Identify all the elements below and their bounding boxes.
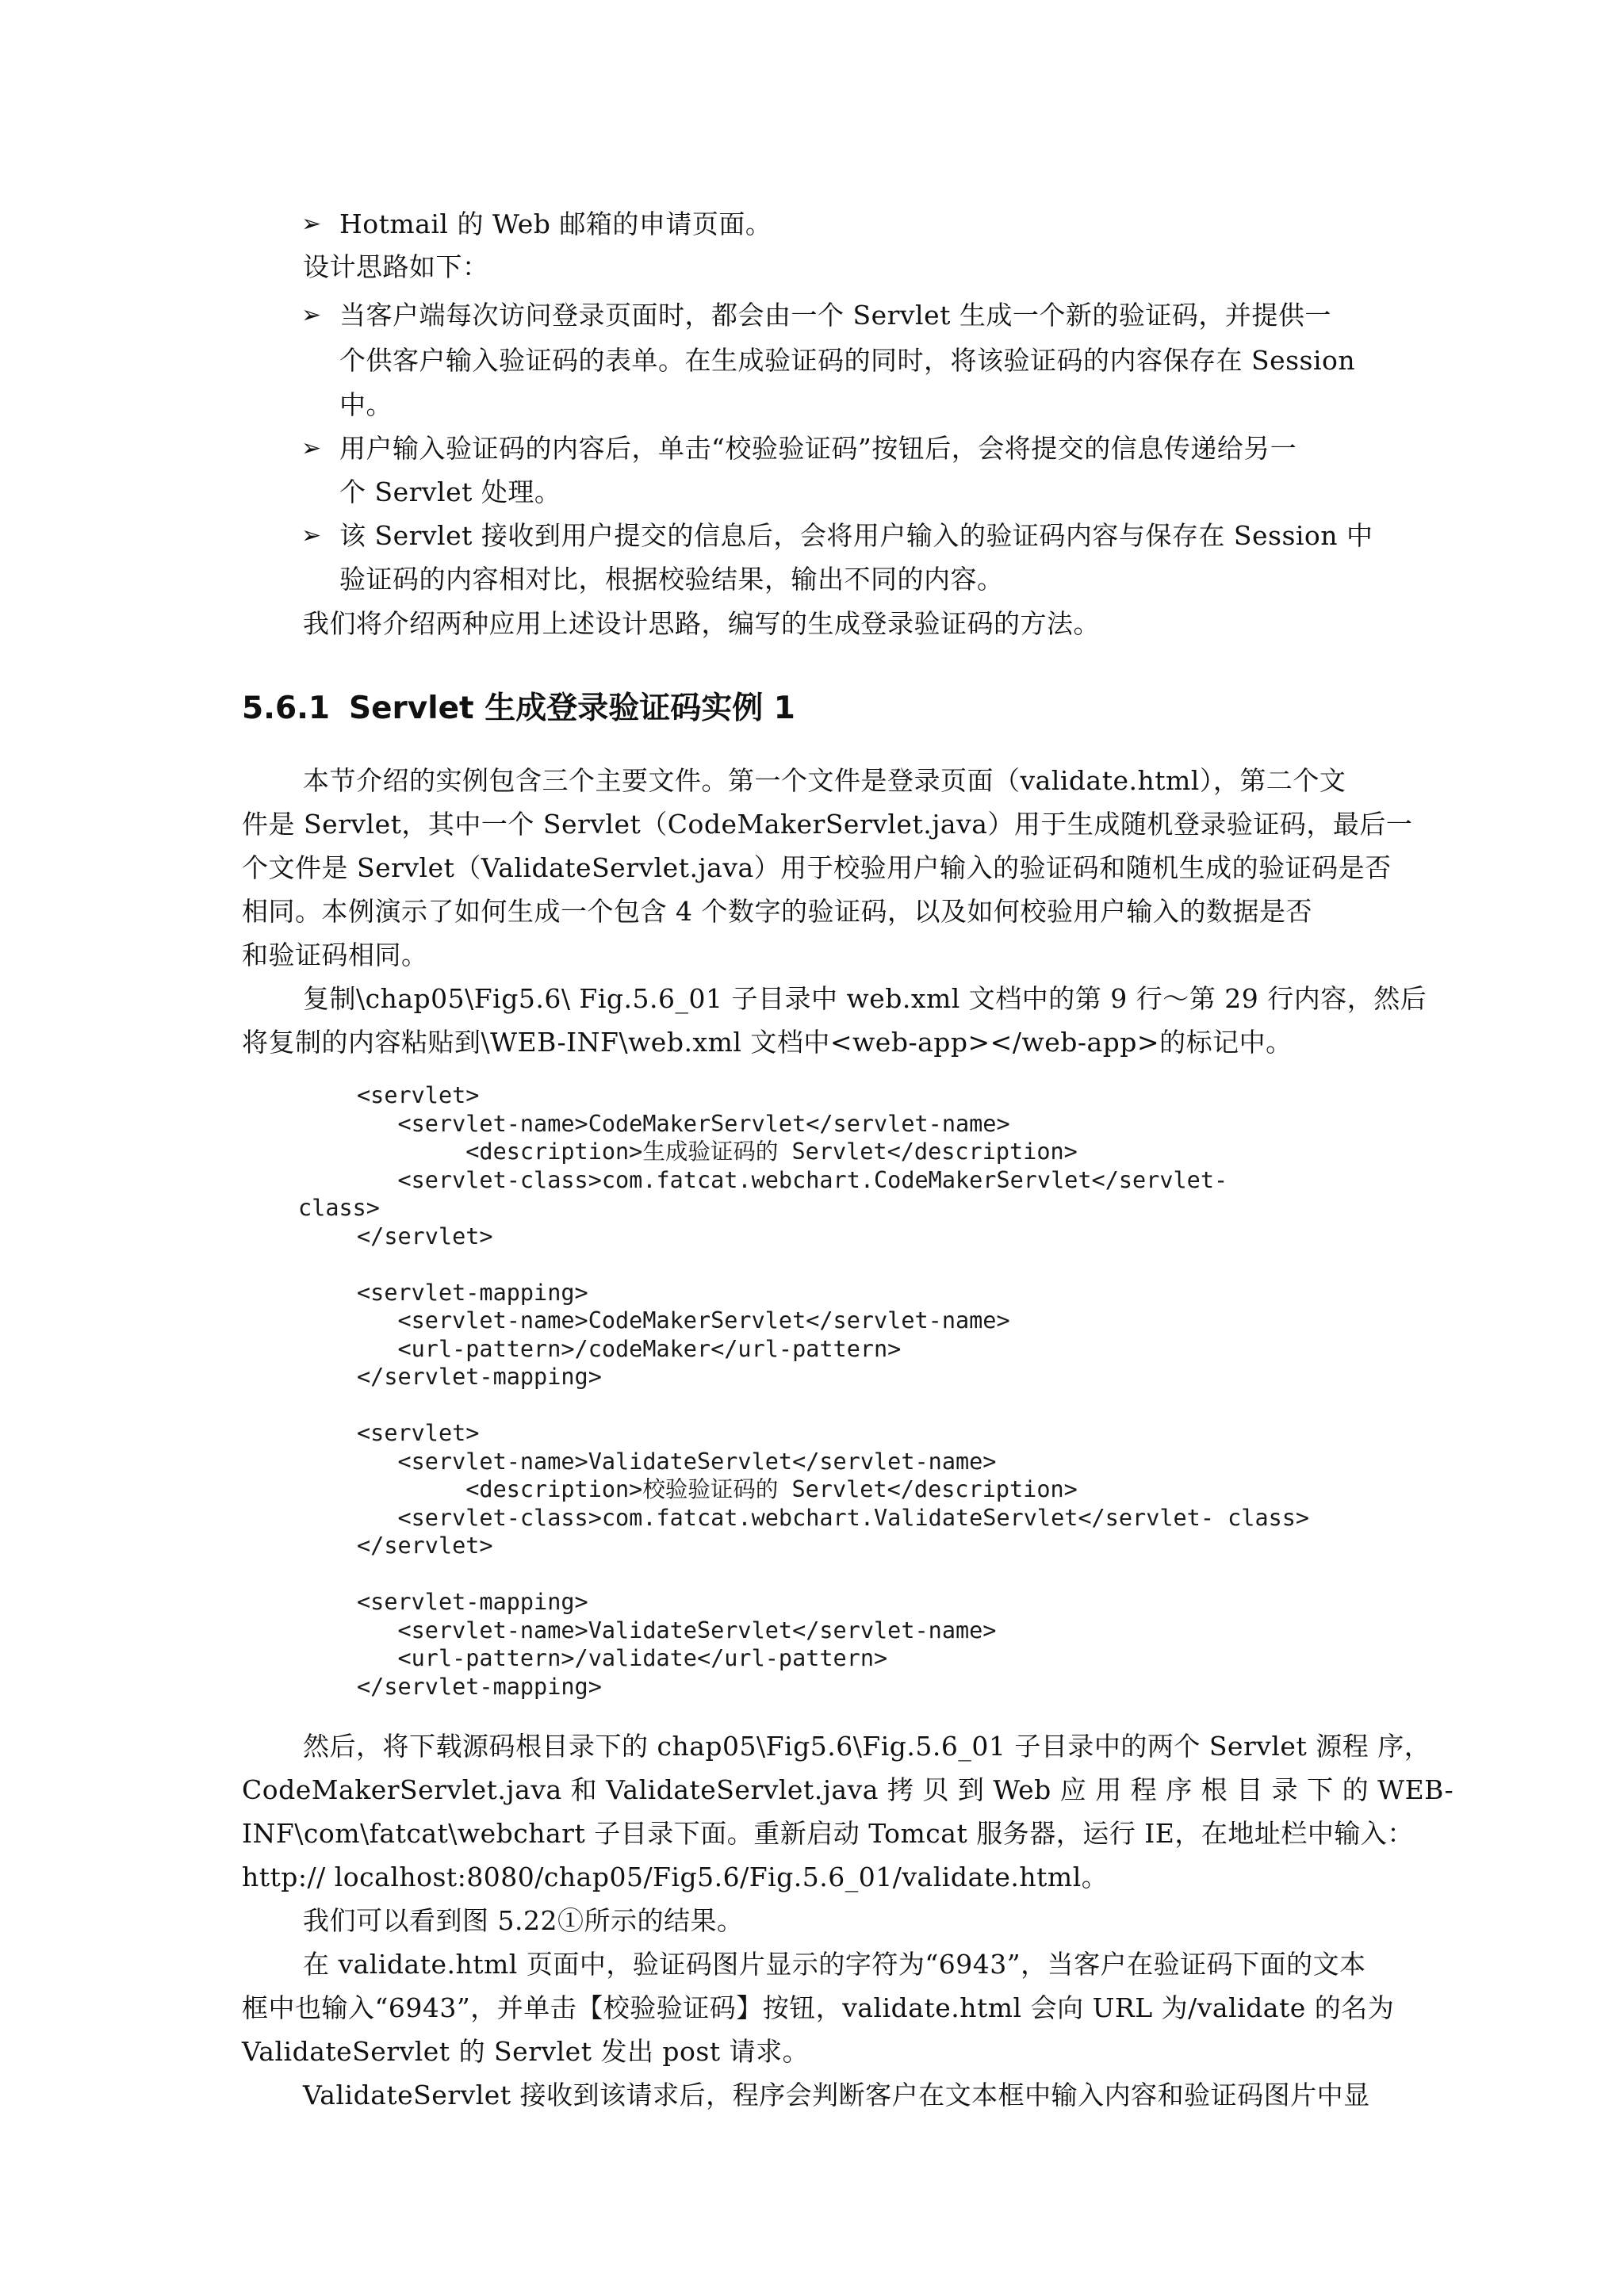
para3-line-3: INF\com\fatcat\webchart 子目录下面。重新启动 Tomcat 服务器，运行 IE，在地址栏中输入： (242, 1818, 1414, 1849)
design-intro: 设计思路如下： (303, 251, 489, 282)
design-point-3-line-1: 该 Servlet 接收到用户提交的信息后，会将用户输入的验证码内容与保存在 Session 中 (339, 520, 1373, 551)
bullet-icon: ➢ (301, 522, 322, 549)
code-line: <servlet-class>com.fatcat.webchart.CodeMakerServlet</servlet- (357, 1167, 1228, 1193)
design-point-3-line-2: 验证码的内容相对比，根据校验结果，输出不同的内容。 (339, 564, 1004, 595)
code-line: </servlet-mapping> (357, 1674, 602, 1700)
para3-line-2: CodeMakerServlet.java 和 ValidateServlet.java 拷 贝 到 Web 应 用 程 序 根 目 录 下 的 WEB- (242, 1774, 1454, 1805)
code-line: <description>校验验证码的 Servlet</description> (357, 1476, 1078, 1502)
para1-line-4: 相同。本例演示了如何生成一个包含 4 个数字的验证码，以及如何校验用户输入的数据是否 (242, 896, 1312, 927)
bullet-icon: ➢ (301, 434, 322, 462)
design-point-2-line-1: 用户输入验证码的内容后，单击“校验验证码”按钮后，会将提交的信息传递给另一 (339, 433, 1297, 464)
design-point-1-line-2: 个供客户输入验证码的表单。在生成验证码的同时，将该验证码的内容保存在 Session (339, 345, 1356, 376)
para4: 我们可以看到图 5.22①所示的结果。 (303, 1905, 744, 1936)
para1-line-3: 个文件是 Servlet（ValidateServlet.java）用于校验用户输入的验证码和随机生成的验证码是否 (242, 852, 1392, 883)
code-line: <servlet-name>CodeMakerServlet</servlet-name> (357, 1111, 1010, 1137)
section-number: 5.6.1 (242, 691, 331, 726)
code-line: <description>生成验证码的 Servlet</description> (357, 1138, 1078, 1165)
code-line: </servlet> (357, 1533, 493, 1559)
para2-line-1: 复制\chap05\Fig5.6\ Fig.5.6_01 子目录中 web.xml 文档中的第 9 行～第 29 行内容，然后 (303, 983, 1427, 1014)
para5-line-2: 框中也输入“6943”，并单击【校验验证码】按钮，validate.html 会向 URL 为/validate 的名为 (242, 1992, 1395, 2023)
bullet-icon: ➢ (301, 301, 322, 329)
para3-line-4: http:// localhost:8080/chap05/Fig5.6/Fig.5.6_01/validate.html。 (242, 1862, 1109, 1892)
code-line: <url-pattern>/validate</url-pattern> (357, 1645, 888, 1671)
design-outro: 我们将介绍两种应用上述设计思路，编写的生成登录验证码的方法。 (303, 608, 1100, 639)
design-point-1-line-1: 当客户端每次访问登录页面时，都会由一个 Servlet 生成一个新的验证码，并提供一 (339, 300, 1331, 331)
para1-line-5: 和验证码相同。 (242, 939, 428, 970)
design-point-1-line-3: 中。 (339, 389, 393, 420)
code-line: <servlet> (357, 1082, 480, 1108)
code-line: <servlet-name>ValidateServlet</servlet-name> (357, 1617, 997, 1644)
code-line: <servlet-class>com.fatcat.webchart.ValidateServlet</servlet- class> (357, 1505, 1310, 1531)
code-line: <url-pattern>/codeMaker</url-pattern> (357, 1336, 902, 1362)
para3-line-1: 然后，将下载源码根目录下的 chap05\Fig5.6\Fig.5.6_01 子目录中的两个 Servlet 源程 序， (303, 1731, 1431, 1762)
design-point-2-line-2: 个 Servlet 处理。 (339, 476, 561, 507)
bullet-text-hotmail: Hotmail 的 Web 邮箱的申请页面。 (339, 209, 772, 239)
code-line: <servlet-name>ValidateServlet</servlet-name> (357, 1448, 997, 1475)
para1-line-2: 件是 Servlet，其中一个 Servlet（CodeMakerServlet.java）用于生成随机登录验证码，最后一 (242, 809, 1413, 840)
para6: ValidateServlet 接收到该请求后，程序会判断客户在文本框中输入内容和验证码图片中显 (303, 2080, 1370, 2110)
code-line: <servlet> (357, 1420, 480, 1446)
code-line: class> (298, 1195, 380, 1221)
code-line: <servlet-mapping> (357, 1589, 588, 1615)
para1-line-1: 本节介绍的实例包含三个主要文件。第一个文件是登录页面（validate.html），第二个文 (303, 765, 1346, 796)
code-line: </servlet-mapping> (357, 1364, 602, 1390)
para2-line-2: 将复制的内容粘贴到\WEB-INF\web.xml 文档中<web-app></web-app>的标记中。 (242, 1027, 1293, 1058)
section-title: Servlet 生成登录验证码实例 1 (349, 691, 795, 726)
code-line: <servlet-mapping> (357, 1280, 588, 1306)
code-line: <servlet-name>CodeMakerServlet</servlet-name> (357, 1307, 1010, 1334)
code-line: </servlet> (357, 1223, 493, 1249)
para5-line-1: 在 validate.html 页面中，验证码图片显示的字符为“6943”，当客户在验证码下面的文本 (303, 1949, 1366, 1980)
bullet-icon: ➢ (301, 210, 322, 238)
para5-line-3: ValidateServlet 的 Servlet 发出 post 请求。 (242, 2036, 810, 2067)
